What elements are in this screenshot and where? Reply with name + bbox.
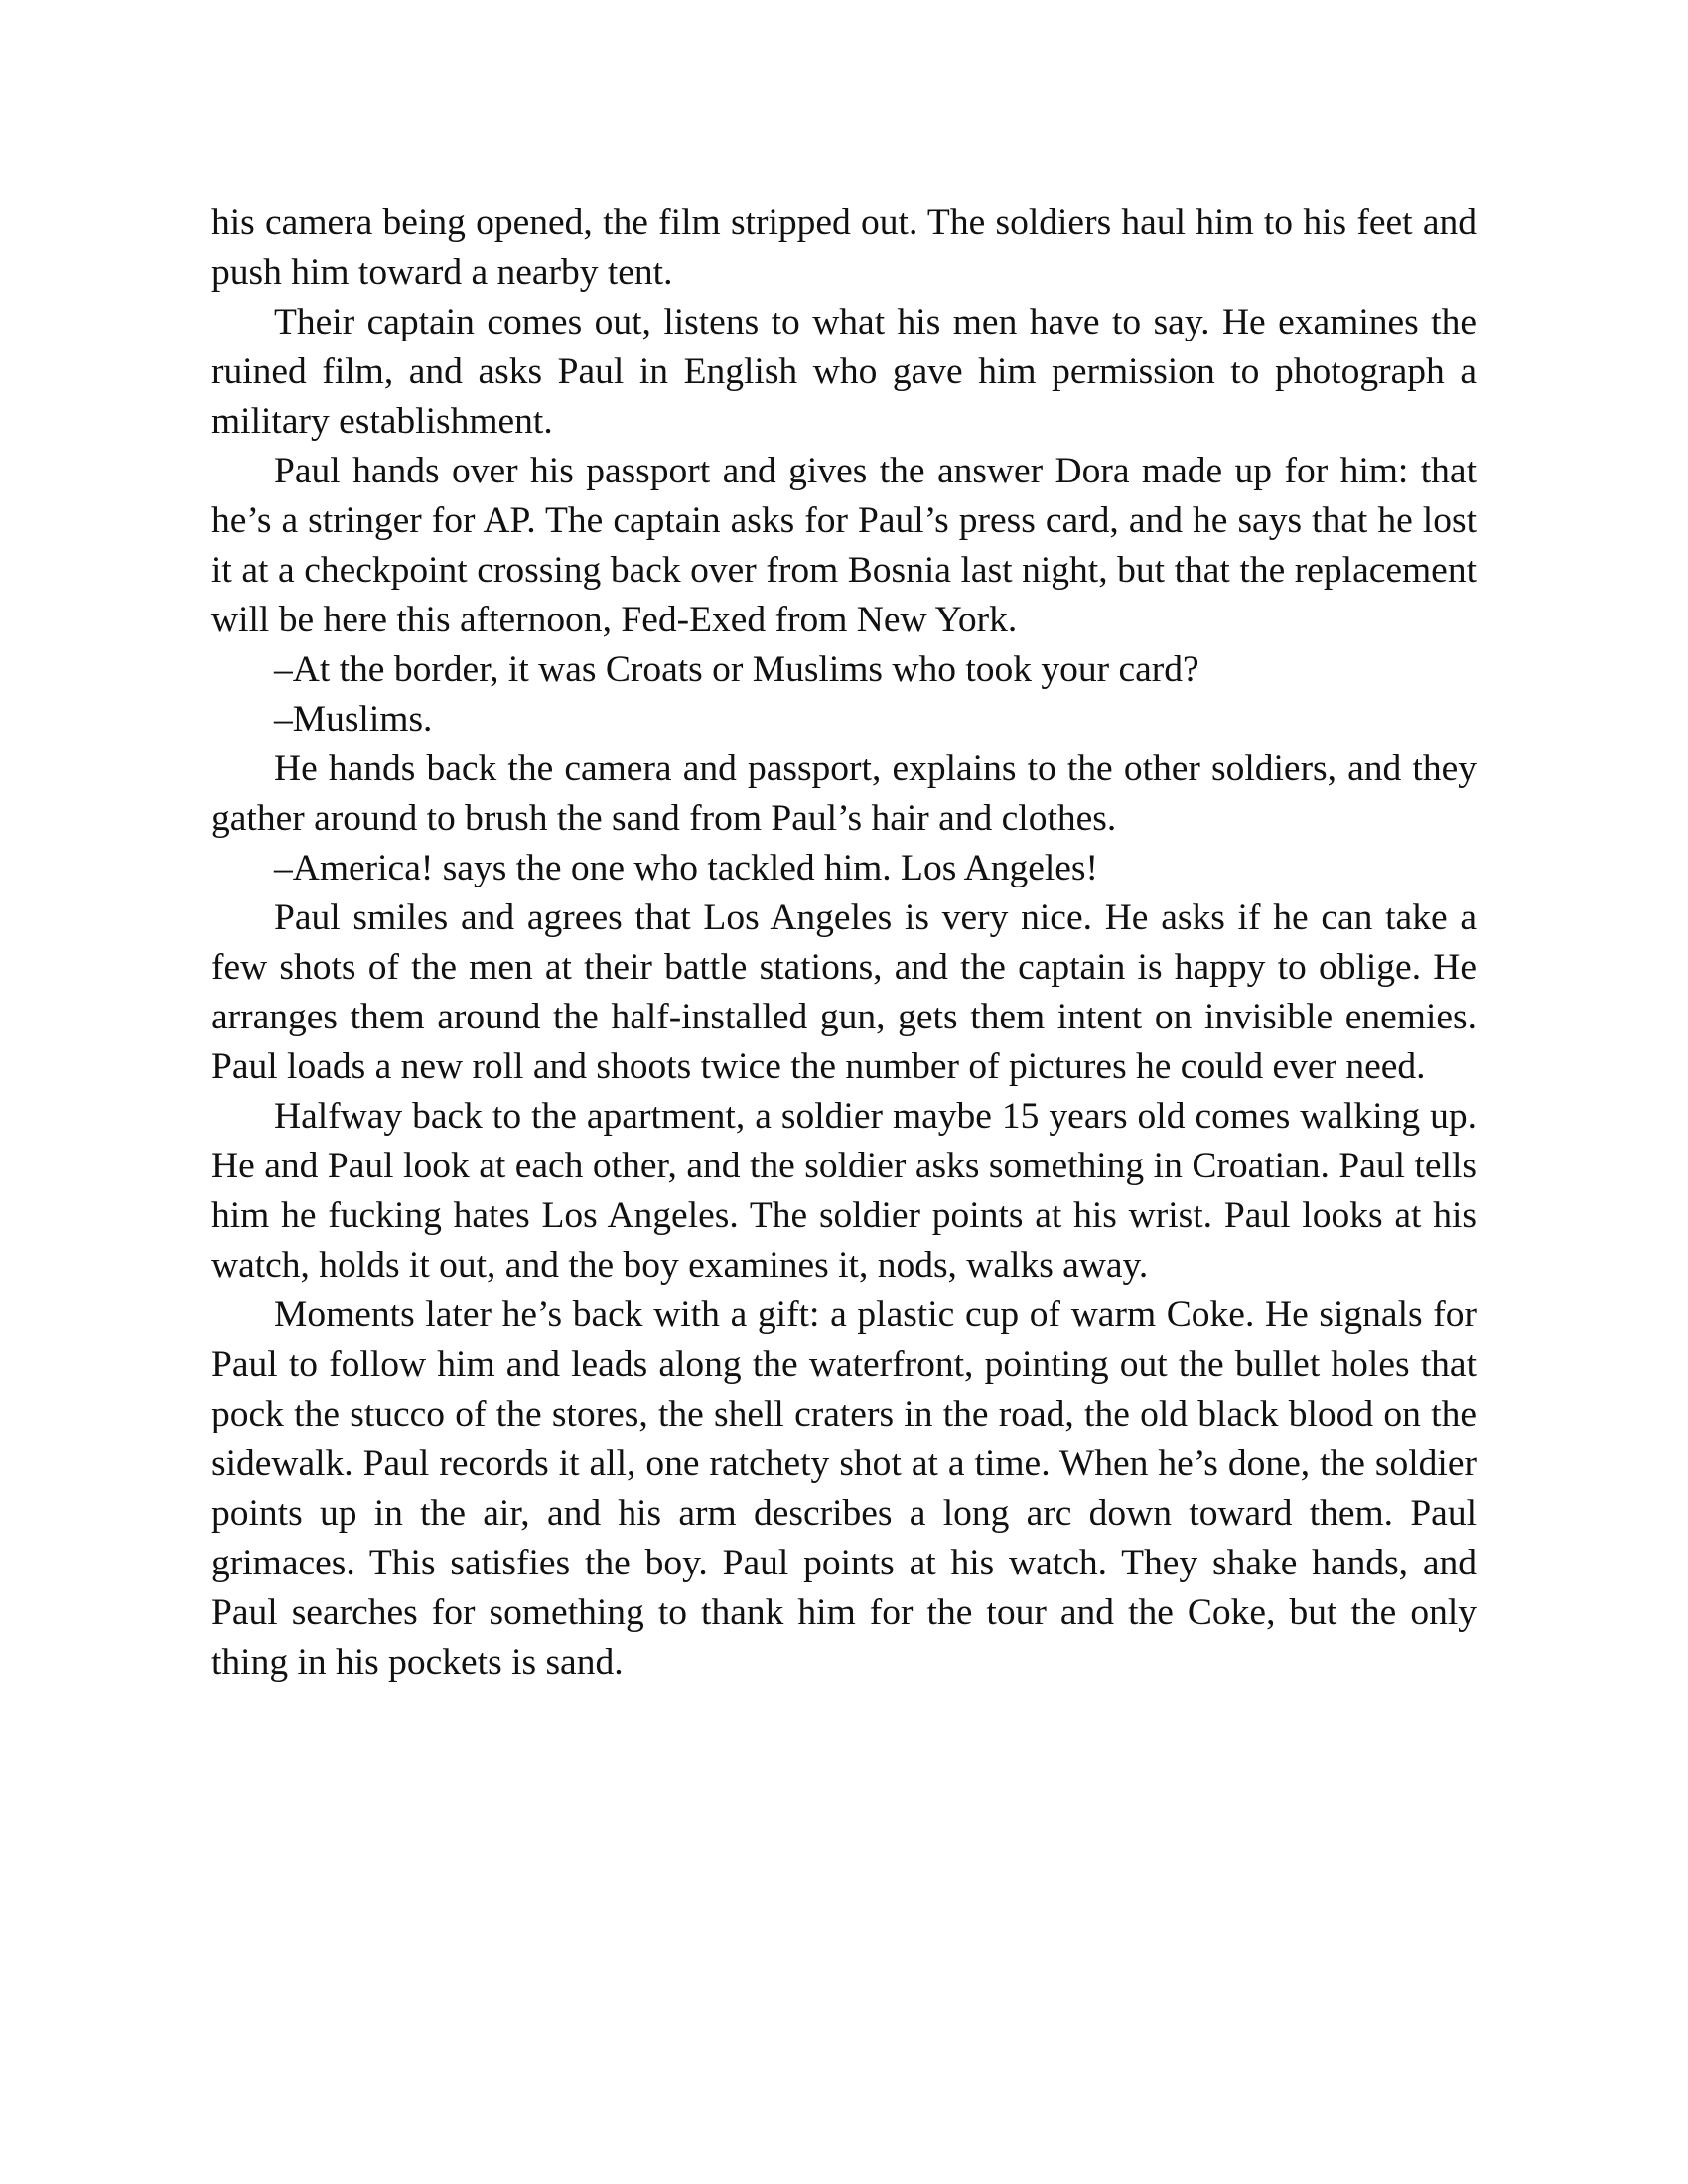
paragraph-2: Their captain comes out, listens to what his men have to say. He examines the ruined film, and asks Paul in English who gave him permission to photograph a military establishment.: [211, 302, 1477, 442]
paragraph-7: –America! says the one who tackled him. Los Angeles!: [274, 848, 1098, 888]
paragraph-8: Paul smiles and agrees that Los Angeles is very nice. He asks if he can take a few shots of the men at their battle stations, and the captain is happy to oblige. He arranges them around the half-installed gun, gets them intent on invisible enemies. Paul loads a new roll and shoots twice the number of pictures he could ever need.: [211, 897, 1477, 1087]
paragraph-1: his camera being opened, the film stripped out. The soldiers haul him to his feet and push him toward a nearby tent.: [211, 203, 1477, 293]
paragraph-9: Halfway back to the apartment, a soldier maybe 15 years old comes walking up. He and Paul look at each other, and the soldier asks something in Croatian. Paul tells him he fucking hates Los Angeles. The soldier points at his wrist. Paul looks at his watch, holds it out, and the boy examines it, nods, walks away.: [211, 1096, 1477, 1286]
paragraph-6: He hands back the camera and passport, explains to the other soldiers, and they gather around to brush the sand from Paul’s hair and clothes.: [211, 749, 1477, 839]
paragraph-4: –At the border, it was Croats or Muslims who took your card?: [274, 649, 1199, 690]
paragraph-10: Moments later he’s back with a gift: a plastic cup of warm Coke. He signals for Paul to follow him and leads along the waterfront, pointing out the bullet holes that pock the stucco of the stores, the shell craters in the road, the old black blood on the sidewalk. Paul records it all, one ratchety shot at a time. When he’s done, the soldier points up in the air, and his arm describes a long arc down toward them. Paul grimaces. This satisfies the boy. Paul points at his watch. They shake hands, and Paul searches for something to thank him for the tour and the Coke, but the only thing in his pockets is sand.: [211, 1295, 1477, 1683]
page-body: [211, 199, 1477, 1688]
paragraph-3: Paul hands over his passport and gives the answer Dora made up for him: that he’s a stringer for AP. The captain asks for Paul’s press card, and he says that he lost it at a checkpoint crossing back over from Bosnia last night, but that the replacement will be here this afternoon, Fed-Exed from New York.: [211, 451, 1477, 640]
paragraph-5: –Muslims.: [274, 699, 433, 740]
